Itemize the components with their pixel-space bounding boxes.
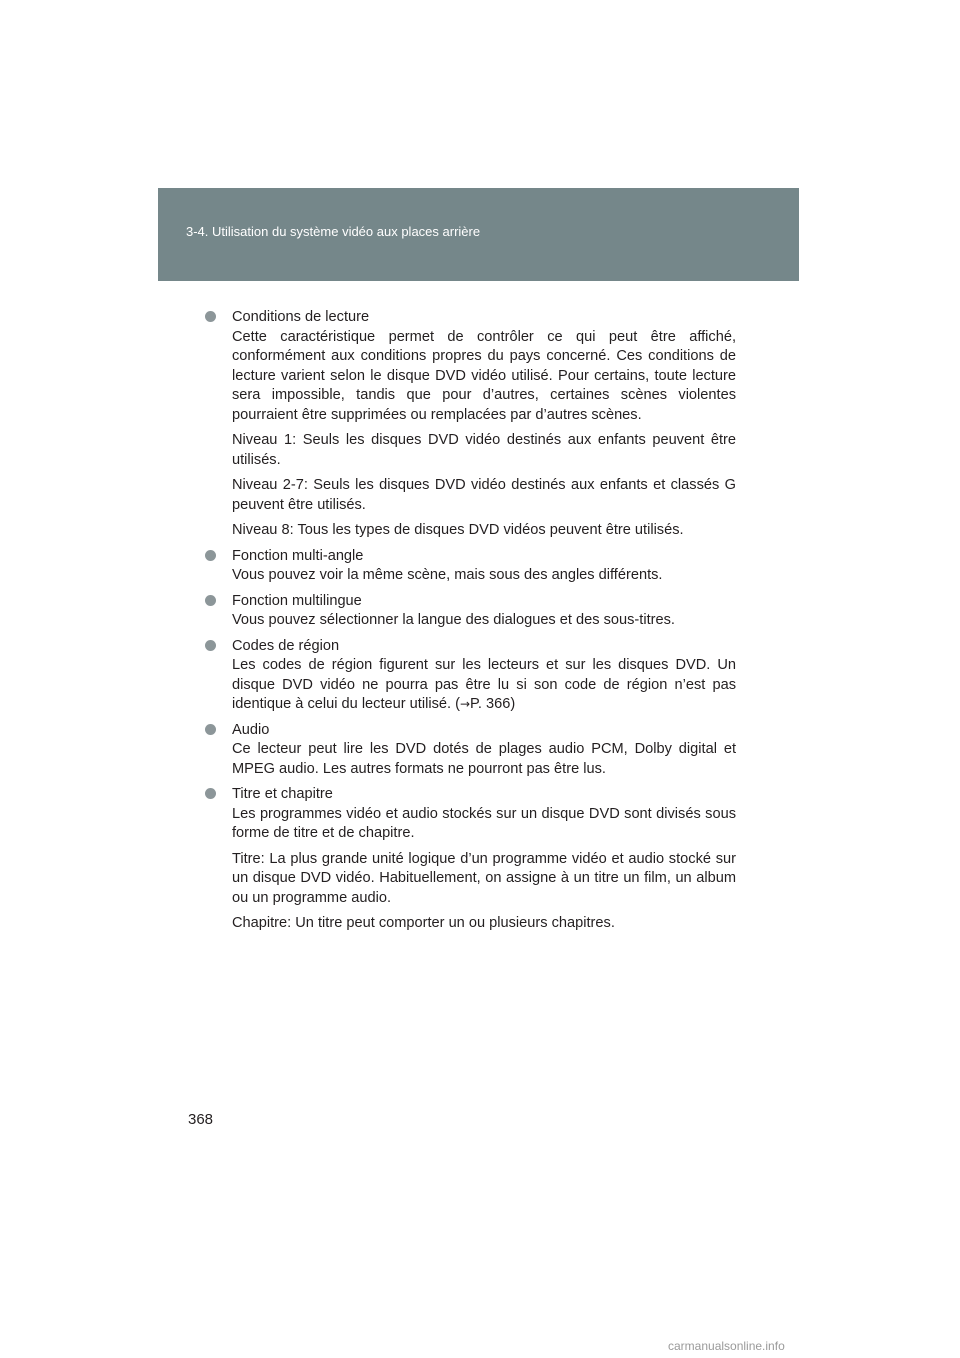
bullet-icon — [205, 640, 216, 651]
bullet-icon — [205, 595, 216, 606]
bullet-icon — [205, 788, 216, 799]
page-content — [220, 308, 736, 940]
item-paragraph: Niveau 2-7: Seuls les disques DVD vidéo destinés aux enfants et classés G peuvent être utilisés. — [232, 477, 736, 513]
item-paragraph: Cette caractéristique permet de contrôler ce qui peut être affiché, conformément aux conditions propres du pays concerné. Ces conditions de lecture varient selon le disque DVD vidéo utilisé. Pour certains, toute lecture sera impossible, tandis que pour d’autres, certaines scènes violentes pourraient être supprimées ou remplacées par d’autres scènes. — [232, 328, 736, 423]
item-title: Conditions de lecture — [232, 309, 370, 325]
item-paragraph: Niveau 8: Tous les types de disques DVD vidéos peuvent être utilisés. — [232, 522, 684, 538]
item-title: Audio — [232, 721, 270, 738]
item-title: Codes de région — [232, 637, 340, 654]
section-title: 3-4. Utilisation du système vidéo aux places arrière — [186, 224, 481, 239]
item-paragraph: Titre: La plus grande unité logique d’un programme vidéo et audio stocké sur un disque DVD vidéo. Habituellement, on assigne à un titre un film, un album ou un programme audio. — [232, 850, 736, 906]
item-paragraph: Vous pouvez voir la même scène, mais sous des angles différents. — [232, 567, 663, 583]
arrow-right-icon: → — [459, 697, 471, 711]
section-header-band — [158, 188, 799, 281]
item-paragraph: Les programmes vidéo et audio stockés sur un disque DVD sont divisés sous forme de titre et de chapitre. — [232, 805, 736, 841]
bullet-icon — [205, 311, 216, 322]
item-title: Titre et chapitre — [232, 786, 333, 802]
list-item-multilingual — [220, 592, 736, 631]
list-item-region-codes — [220, 637, 736, 715]
item-paragraph: Vous pouvez sélectionner la langue des dialogues et des sous-titres. — [232, 612, 675, 628]
page-number: 368 — [188, 1111, 214, 1128]
item-paragraph: Chapitre: Un titre peut comporter un ou plusieurs chapitres. — [232, 915, 615, 931]
item-paragraph — [220, 656, 736, 715]
list-item-audio — [220, 721, 736, 780]
item-title: Fonction multilingue — [232, 592, 362, 609]
list-item-multi-angle — [220, 547, 736, 586]
watermark: carmanualsonline.info — [668, 1339, 785, 1353]
page-reference-link[interactable]: P. 366) — [470, 696, 516, 712]
item-paragraph: Niveau 1: Seuls les disques DVD vidéo destinés aux enfants peuvent être utilisés. — [232, 432, 736, 468]
bullet-icon — [205, 724, 216, 735]
bullet-icon — [205, 550, 216, 561]
list-item-conditions — [220, 308, 736, 541]
list-item-title-chapter — [220, 785, 736, 934]
item-paragraph-text: Les codes de région figurent sur les lecteurs et sur les disques DVD. Un disque DVD vidéo ne pourra pas être lu si son code de région n’est pas identique à celui du lecteur utilisé. ( — [232, 657, 736, 712]
item-title: Fonction multi-angle — [232, 547, 364, 564]
item-paragraph: Ce lecteur peut lire les DVD dotés de plages audio PCM, Dolby digital et MPEG audio. Les autres formats ne pourront pas être lus. — [232, 741, 736, 777]
